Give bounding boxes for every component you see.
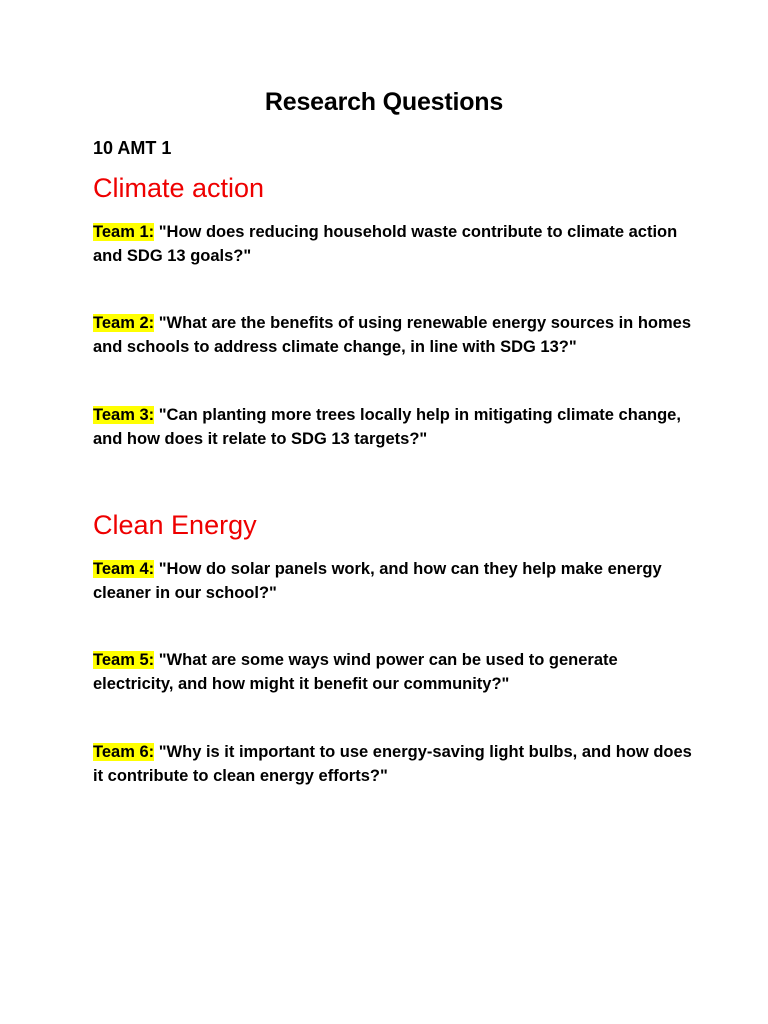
team-label: Team 1: bbox=[93, 223, 155, 241]
question-text: "Why is it important to use energy-saving light bulbs, and how does it contribute to clean energy efforts?" bbox=[93, 743, 692, 785]
section-heading-climate-action: Climate action bbox=[93, 173, 265, 203]
team-label: Team 3: bbox=[93, 406, 155, 424]
question-team-6 bbox=[93, 740, 693, 788]
question-text: "How does reducing household waste contribute to climate action and SDG 13 goals?" bbox=[93, 223, 678, 265]
question-team-1 bbox=[93, 220, 693, 268]
question-team-3 bbox=[93, 403, 693, 451]
team-label: Team 6: bbox=[93, 743, 155, 761]
question-team-5 bbox=[93, 648, 693, 696]
question-text: "How do solar panels work, and how can they help make energy cleaner in our school?" bbox=[93, 560, 662, 602]
question-text: "What are the benefits of using renewable energy sources in homes and schools to address climate change, in line with SDG 13?" bbox=[93, 314, 692, 356]
team-label: Team 5: bbox=[93, 651, 155, 669]
team-label: Team 2: bbox=[93, 314, 155, 332]
team-label: Team 4: bbox=[93, 560, 155, 578]
section-heading-clean-energy: Clean Energy bbox=[93, 510, 257, 540]
question-text: "Can planting more trees locally help in mitigating climate change, and how does it relate to SDG 13 targets?" bbox=[93, 406, 681, 448]
page-title: Research Questions bbox=[264, 88, 504, 116]
question-text: "What are some ways wind power can be used to generate electricity, and how might it benefit our community?" bbox=[93, 651, 618, 693]
question-team-4 bbox=[93, 557, 693, 605]
class-label: 10 AMT 1 bbox=[93, 138, 172, 158]
question-team-2 bbox=[93, 311, 693, 359]
